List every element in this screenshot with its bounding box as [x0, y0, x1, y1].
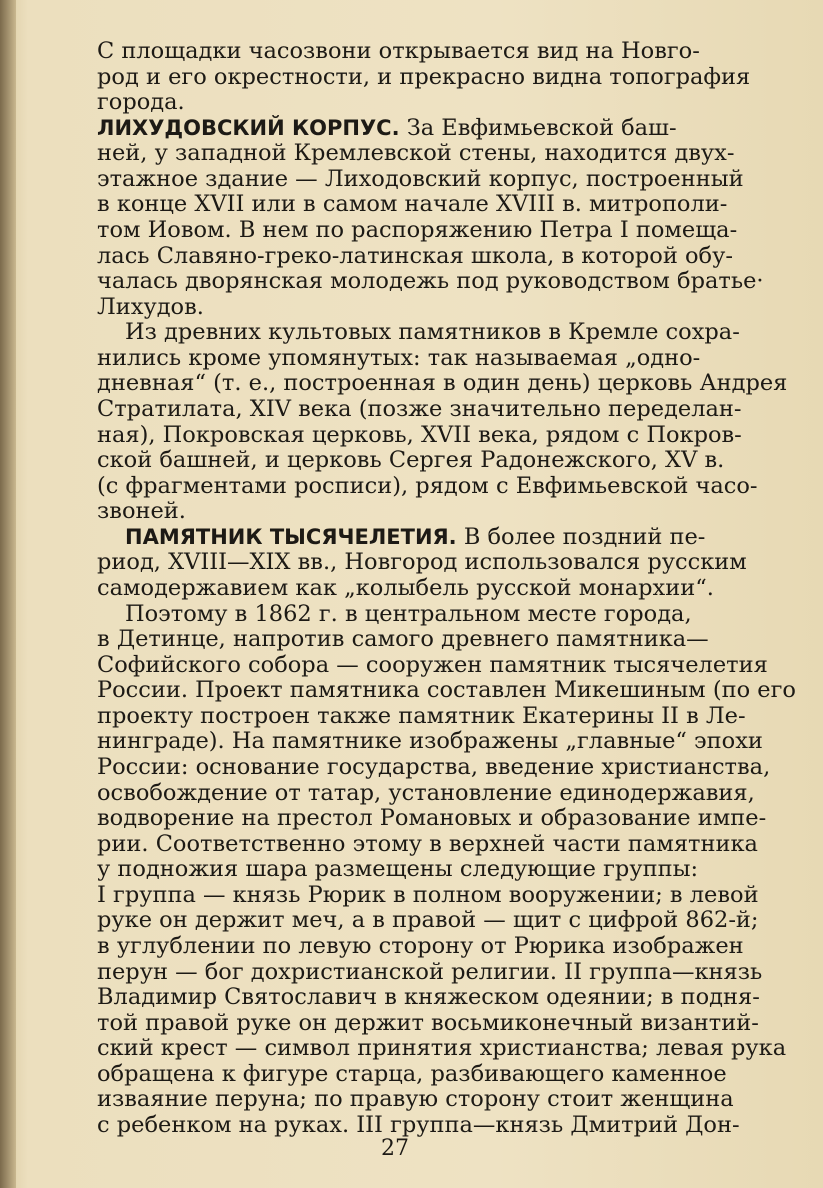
- text-run: За Евфимьевской баш-: [406, 115, 677, 141]
- text-line: самодержавием как „колыбель русской монархии“.: [97, 575, 714, 601]
- text-line: Владимир Святославич в княжеском одеянии; в подня-: [97, 984, 760, 1010]
- text-line: риод, XVIII—XIX вв., Новгород использовался русским: [97, 549, 747, 575]
- text-line: Лихудов.: [97, 294, 204, 320]
- text-line: России. Проект памятника составлен Микешиным (по его: [97, 677, 796, 703]
- text-line: с ребенком на руках. III группа—князь Дмитрий Дон-: [97, 1112, 740, 1138]
- section-heading-lihudovsky: ЛИХУДОВСКИЙ КОРПУС.: [97, 116, 400, 140]
- text-line: том Иовом. В нем по распоряжению Петра I помеща-: [97, 217, 738, 243]
- text-line: нинграде). На памятнике изображены „главные“ эпохи: [97, 728, 763, 754]
- text-line: в Детинце, напротив самого древнего памятника—: [97, 626, 709, 652]
- text-line: лась Славяно-греко-латинская школа, в которой обу-: [97, 243, 733, 269]
- text-line: у подножия шара размещены следующие группы:: [97, 856, 699, 882]
- text-line: С площадки часозвони открывается вид на Новго-: [97, 38, 700, 64]
- text-line: (с фрагментами росписи), рядом с Евфимьевской часо-: [97, 473, 758, 499]
- text-line: изваяние перуна; по правую сторону стоит женщина: [97, 1086, 734, 1112]
- text-line: Поэтому в 1862 г. в центральном месте города,: [125, 601, 692, 627]
- text-line: род и его окрестности, и прекрасно видна топография: [97, 64, 751, 90]
- text-line: ской башней, и церковь Сергея Радонежского, XV в.: [97, 447, 725, 473]
- page-number: 27: [381, 1136, 409, 1161]
- text-line: нились кроме упомянутых: так называемая „одно-: [97, 345, 701, 371]
- heading-line-monument: [125, 524, 705, 550]
- text-line: в углублении по левую сторону от Рюрика изображен: [97, 933, 744, 959]
- text-line: ский крест — символ принятия христианства; левая рука: [97, 1035, 787, 1061]
- text-line: освобождение от татар, установление единодержавия,: [97, 780, 755, 806]
- section-heading-monument: ПАМЯТНИК ТЫСЯЧЕЛЕТИЯ.: [125, 525, 457, 549]
- text-line: рии. Соответственно этому в верхней части памятника: [97, 831, 758, 857]
- text-line: звоней.: [97, 498, 186, 524]
- text-line: ная), Покровская церковь, XVII века, рядом с Покров-: [97, 422, 742, 448]
- text-line: обращена к фигуре старца, разбивающего каменное: [97, 1061, 727, 1087]
- text-line: проекту построен также памятник Екатерины II в Ле-: [97, 703, 746, 729]
- text-line: города.: [97, 89, 185, 115]
- text-line: в конце XVII или в самом начале XVIII в. митрополи-: [97, 191, 728, 217]
- text-line: Стратилата, XIV века (позже значительно переделан-: [97, 396, 742, 422]
- text-line: той правой руке он держит восьмиконечный византий-: [97, 1010, 759, 1036]
- text-line: I группа — князь Рюрик в полном вооружении; в левой: [97, 882, 759, 908]
- text-line: водворение на престол Романовых и образование импе-: [97, 805, 767, 831]
- text-line: чалась дворянская молодежь под руководством братье·: [97, 268, 764, 294]
- text-line: дневная“ (т. е., построенная в один день) церковь Андрея: [97, 370, 788, 396]
- text-line: Софийского собора — сооружен памятник тысячелетия: [97, 652, 768, 678]
- text-line: России: основание государства, введение христианства,: [97, 754, 771, 780]
- text-line: Из древних культовых памятников в Кремле сохра-: [125, 319, 740, 345]
- text-line: этажное здание — Лиходовский корпус, построенный: [97, 166, 744, 192]
- text-run: В более поздний пе-: [463, 524, 706, 550]
- text-line: руке он держит меч, а в правой — щит с цифрой 862-й;: [97, 907, 759, 933]
- heading-line-lihudovsky: [97, 115, 677, 141]
- text-line: перун — бог дохристианской религии. II группа—князь: [97, 959, 763, 985]
- text-line: ней, у западной Кремлевской стены, находится двух-: [97, 140, 735, 166]
